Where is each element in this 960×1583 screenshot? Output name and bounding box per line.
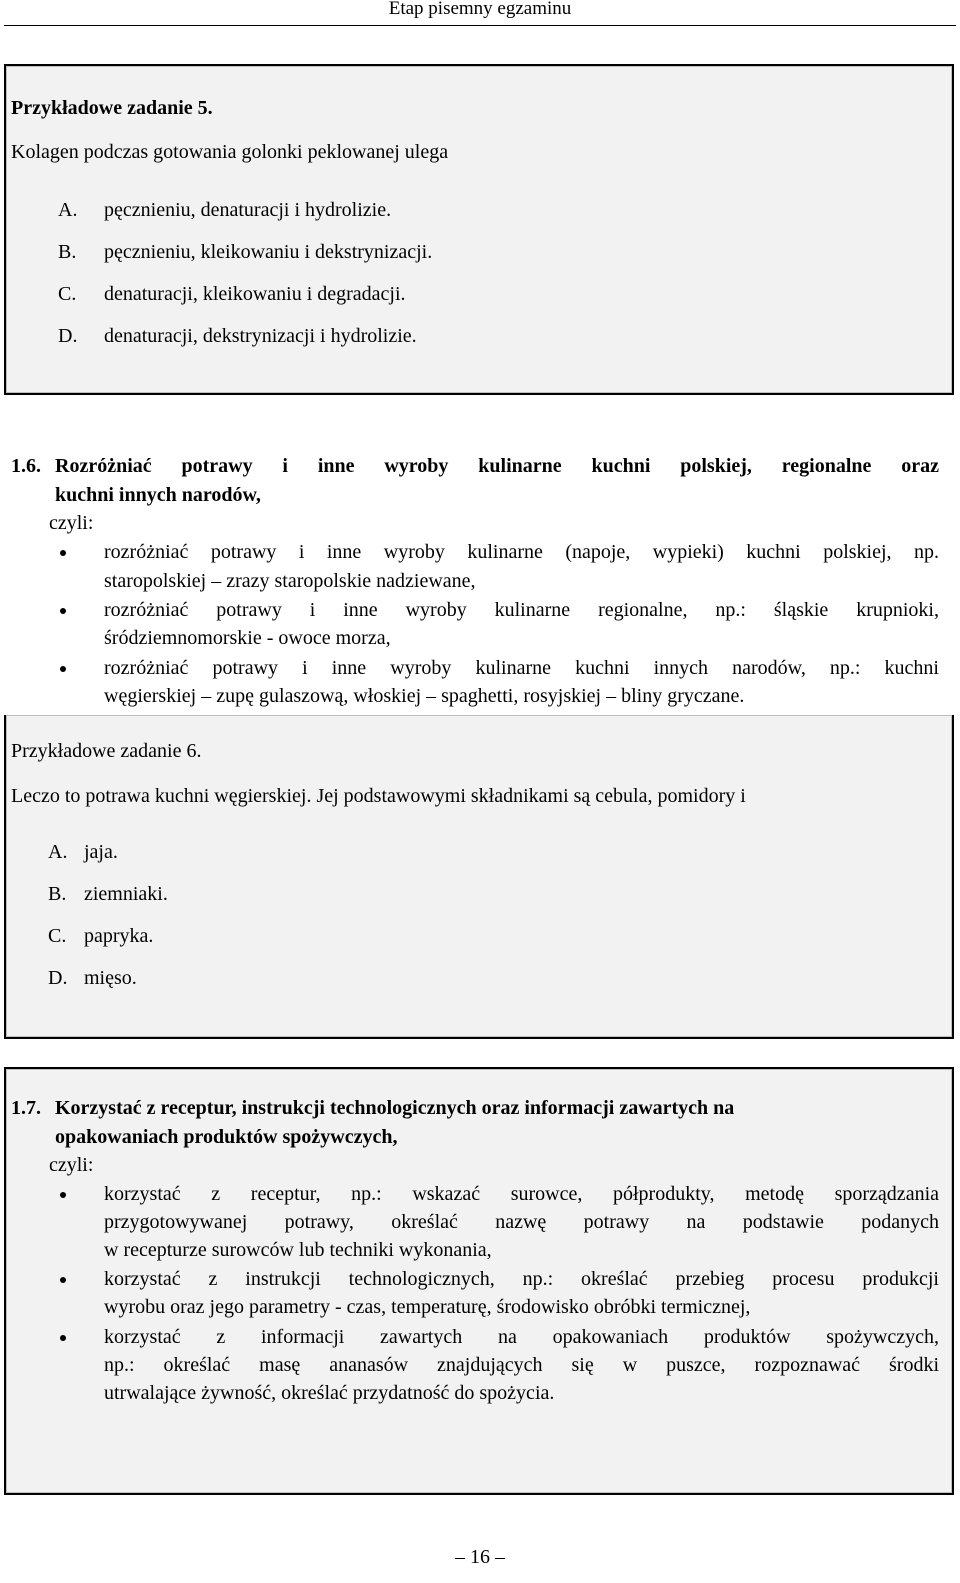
option-text: papryka. [84,925,154,947]
section-1-6-title-cont: kuchni innych narodów, [55,484,261,506]
list-item-cont: w recepturze surowców lub techniki wykonania, [104,1239,492,1261]
page-header-title: Etap pisemny egzaminu [388,0,572,19]
list-item: rozróżniać potrawy i inne wyroby kulinarne kuchni innych narodów, np.: kuchni [104,657,939,679]
option-letter: D. [48,967,68,989]
bullet-icon [60,1192,66,1198]
section-1-6-number: 1.6. [11,455,41,477]
option-text: denaturacji, kleikowaniu i degradacji. [104,283,406,305]
czyli-label: czyli: [49,1154,94,1176]
example-6-question: Leczo to potrawa kuchni węgierskiej. Jej podstawowymi składnikami są cebula, pomidory i [11,785,746,807]
bullet-icon [60,550,66,556]
list-item-cont: utrwalające żywność, określać przydatność do spożycia. [104,1382,555,1404]
option-letter: D. [58,325,78,347]
option-text: jaja. [84,841,118,863]
option-text: ziemniaki. [84,883,168,905]
section-1-7-title-cont: opakowaniach produktów spożywczych, [55,1126,398,1148]
list-item-cont: wyrobu oraz jego parametry - czas, temperaturę, środowisko obróbki termicznej, [104,1296,751,1318]
section-1-6-title: Rozróżniać potrawy i inne wyroby kulinarne kuchni polskiej, regionalne oraz [55,455,939,477]
example-6-title: Przykładowe zadanie 6. [11,740,202,762]
list-item: korzystać z instrukcji technologicznych, np.: określać przebieg procesu produkcji [104,1268,939,1290]
option-text: denaturacji, dekstrynizacji i hydrolizie. [104,325,417,347]
option-letter: C. [58,283,77,305]
option-letter: A. [48,841,68,863]
list-item: korzystać z receptur, np.: wskazać surowce, półprodukty, metodę sporządzania [104,1183,939,1205]
list-item-cont: przygotowywanej potrawy, określać nazwę potrawy na podstawie podanych [104,1211,939,1233]
czyli-label: czyli: [49,512,94,534]
section-1-7-number: 1.7. [11,1097,41,1119]
bullet-icon [60,1277,66,1283]
section-1-7-title: Korzystać z receptur, instrukcji technologicznych oraz informacji zawartych na [55,1097,735,1119]
option-text: mięso. [84,967,137,989]
example-5-question: Kolagen podczas gotowania golonki peklowanej ulega [11,141,449,163]
option-letter: B. [58,241,77,263]
bullet-icon [60,666,66,672]
bullet-icon [60,1335,66,1341]
page-number: – 16 – [455,1546,505,1568]
option-letter: A. [58,199,78,221]
option-letter: B. [48,883,67,905]
option-letter: C. [48,925,67,947]
list-item-cont: śródziemnomorskie - owoce morza, [104,627,391,649]
list-item-cont: staropolskiej – zrazy staropolskie nadziewane, [104,570,476,592]
list-item-cont: np.: określać masę ananasów znajdujących się w puszce, rozpoznawać środki [104,1354,939,1376]
list-item-cont: węgierskiej – zupę gulaszową, włoskiej – spaghetti, rosyjskiej – bliny gryczane. [104,685,745,707]
option-text: pęcznieniu, kleikowaniu i dekstrynizacji. [104,241,433,263]
example-5-title: Przykładowe zadanie 5. [11,97,213,119]
list-item: rozróżniać potrawy i inne wyroby kulinarne (napoje, wypieki) kuchni polskiej, np. [104,541,939,563]
option-text: pęcznieniu, denaturacji i hydrolizie. [104,199,392,221]
list-item: korzystać z informacji zawartych na opakowaniach produktów spożywczych, [104,1326,939,1348]
list-item: rozróżniać potrawy i inne wyroby kulinarne regionalne, np.: śląskie krupnioki, [104,599,939,621]
bullet-icon [60,608,66,614]
header-divider [4,25,956,26]
